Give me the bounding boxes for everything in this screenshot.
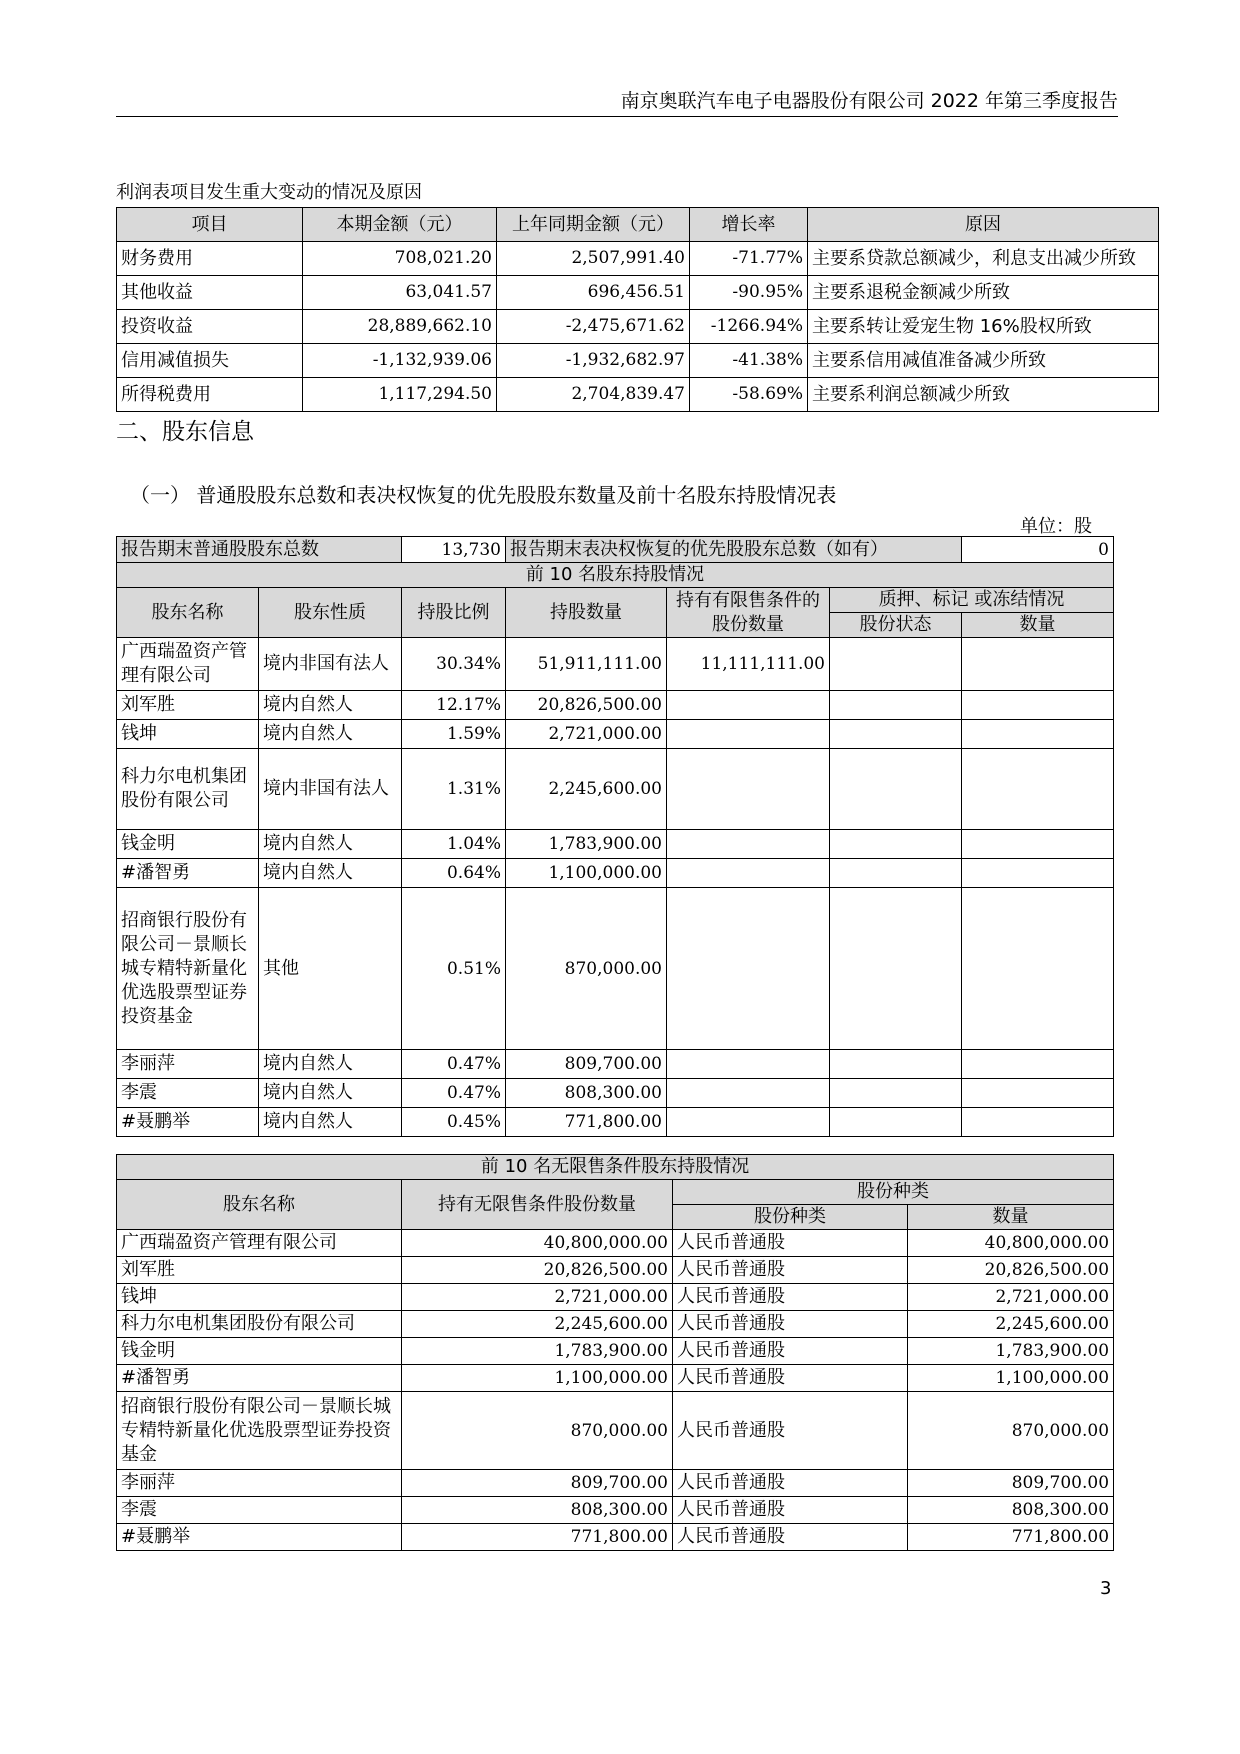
holder-ratio: 30.34% [402, 638, 506, 691]
holder-ratio: 0.45% [402, 1108, 506, 1137]
table-row [117, 1230, 1114, 1257]
holder-nature: 境内自然人 [259, 1108, 402, 1137]
share-amount: 771,800.00 [908, 1524, 1114, 1551]
holder-qty: 1,100,000.00 [402, 1365, 673, 1392]
holder-qty: 20,826,500.00 [506, 691, 667, 720]
holder-qty: 1,783,900.00 [402, 1338, 673, 1365]
current-cell: 63,041.57 [303, 276, 497, 310]
holder-name: 钱坤 [117, 720, 259, 749]
previous-cell: 696,456.51 [497, 276, 690, 310]
holder-name: 刘军胜 [117, 691, 259, 720]
holder-name: #聂鹏举 [117, 1108, 259, 1137]
holder-name: 广西瑞盈资产管理有限公司 [117, 638, 259, 691]
col-header-previous: 上年同期金额（元） [497, 208, 690, 242]
holder-amount [962, 720, 1114, 749]
holder-status [830, 859, 962, 888]
col-header-nature: 股东性质 [259, 588, 402, 638]
share-amount: 1,100,000.00 [908, 1365, 1114, 1392]
col-header-growth: 增长率 [690, 208, 808, 242]
holder-nature: 境内自然人 [259, 859, 402, 888]
holder-nature: 境内自然人 [259, 691, 402, 720]
holder-nature: 境内非国有法人 [259, 638, 402, 691]
holder-restricted [667, 1050, 830, 1079]
holder-restricted [667, 830, 830, 859]
holder-status [830, 1050, 962, 1079]
share-amount: 2,245,600.00 [908, 1311, 1114, 1338]
holder-qty: 870,000.00 [506, 888, 667, 1050]
col-header-name: 股东名称 [117, 1180, 402, 1230]
holder-qty: 2,721,000.00 [506, 720, 667, 749]
item-cell: 所得税费用 [117, 378, 303, 412]
col-header-type: 股份种类 [673, 1205, 908, 1230]
table-row [117, 888, 1114, 1050]
table-row [117, 1392, 1114, 1470]
share-type: 人民币普通股 [673, 1470, 908, 1497]
totals-row [117, 537, 1114, 563]
holder-qty: 809,700.00 [402, 1470, 673, 1497]
previous-cell: 2,507,991.40 [497, 242, 690, 276]
col-header-name: 股东名称 [117, 588, 259, 638]
holder-restricted [667, 691, 830, 720]
section-row [117, 1155, 1114, 1180]
growth-cell: -1266.94% [690, 310, 808, 344]
page-header: 南京奥联汽车电子电器股份有限公司 2022 年第三季度报告 [116, 88, 1118, 117]
holder-qty: 771,800.00 [506, 1108, 667, 1137]
holder-qty: 2,245,600.00 [506, 749, 667, 830]
holder-status [830, 1079, 962, 1108]
holder-name: 钱金明 [117, 830, 259, 859]
table-row [117, 1079, 1114, 1108]
preferred-holders-label: 报告期末表决权恢复的优先股股东总数（如有） [506, 537, 962, 563]
holder-amount [962, 888, 1114, 1050]
reason-cell: 主要系退税金额减少所致 [808, 276, 1159, 310]
holder-name: 招商银行股份有限公司－景顺长城专精特新量化优选股票型证券投资基金 [117, 888, 259, 1050]
holder-amount [962, 830, 1114, 859]
top10-shareholders-table [116, 536, 1114, 1137]
table-row [117, 830, 1114, 859]
holder-name: 李丽萍 [117, 1470, 402, 1497]
profit-changes-table [116, 207, 1159, 412]
holder-name: 广西瑞盈资产管理有限公司 [117, 1230, 402, 1257]
holder-name: 招商银行股份有限公司－景顺长城专精特新量化优选股票型证券投资基金 [117, 1392, 402, 1470]
table-row [117, 859, 1114, 888]
holder-ratio: 12.17% [402, 691, 506, 720]
share-amount: 20,826,500.00 [908, 1257, 1114, 1284]
holder-restricted [667, 720, 830, 749]
table-row [117, 691, 1114, 720]
holder-ratio: 0.51% [402, 888, 506, 1050]
current-cell: 1,117,294.50 [303, 378, 497, 412]
holder-name: 科力尔电机集团股份有限公司 [117, 1311, 402, 1338]
holder-qty: 40,800,000.00 [402, 1230, 673, 1257]
share-amount: 40,800,000.00 [908, 1230, 1114, 1257]
table-row [117, 1338, 1114, 1365]
total-holders-value: 13,730 [402, 537, 506, 563]
holder-ratio: 1.59% [402, 720, 506, 749]
table-header-row [117, 588, 1114, 613]
col-header-restricted: 持有有限售条件的股份数量 [667, 588, 830, 638]
table-row [117, 638, 1114, 691]
table-row [117, 1311, 1114, 1338]
holder-qty: 808,300.00 [506, 1079, 667, 1108]
holder-qty: 808,300.00 [402, 1497, 673, 1524]
share-type: 人民币普通股 [673, 1392, 908, 1470]
top10-title: 前 10 名股东持股情况 [117, 563, 1114, 588]
holder-name: 刘军胜 [117, 1257, 402, 1284]
current-cell: -1,132,939.06 [303, 344, 497, 378]
share-amount: 2,721,000.00 [908, 1284, 1114, 1311]
holder-restricted [667, 888, 830, 1050]
reason-cell: 主要系信用减值准备减少所致 [808, 344, 1159, 378]
holder-amount [962, 1079, 1114, 1108]
item-cell: 其他收益 [117, 276, 303, 310]
holder-qty: 771,800.00 [402, 1524, 673, 1551]
col-header-type-group: 股份种类 [673, 1180, 1114, 1205]
holder-nature: 境内非国有法人 [259, 749, 402, 830]
preferred-holders-value: 0 [962, 537, 1114, 563]
share-amount: 870,000.00 [908, 1392, 1114, 1470]
share-type: 人民币普通股 [673, 1284, 908, 1311]
holder-name: 李丽萍 [117, 1050, 259, 1079]
previous-cell: -1,932,682.97 [497, 344, 690, 378]
table-header-row [117, 208, 1159, 242]
share-type: 人民币普通股 [673, 1524, 908, 1551]
holder-nature: 境内自然人 [259, 1079, 402, 1108]
profit-table-caption: 利润表项目发生重大变动的情况及原因 [116, 182, 422, 203]
col-header-item: 项目 [117, 208, 303, 242]
table-row [117, 276, 1159, 310]
holder-nature: 境内自然人 [259, 830, 402, 859]
holder-status [830, 888, 962, 1050]
current-cell: 28,889,662.10 [303, 310, 497, 344]
holder-status [830, 720, 962, 749]
top10-unrestricted-table [116, 1154, 1114, 1551]
holder-amount [962, 749, 1114, 830]
total-holders-label: 报告期末普通股股东总数 [117, 537, 402, 563]
table-row [117, 1284, 1114, 1311]
table-row [117, 378, 1159, 412]
holder-name: 钱坤 [117, 1284, 402, 1311]
table-row [117, 1470, 1114, 1497]
table-row [117, 1365, 1114, 1392]
share-amount: 1,783,900.00 [908, 1338, 1114, 1365]
reason-cell: 主要系利润总额减少所致 [808, 378, 1159, 412]
table-row [117, 310, 1159, 344]
holder-restricted [667, 749, 830, 830]
share-type: 人民币普通股 [673, 1230, 908, 1257]
share-type: 人民币普通股 [673, 1497, 908, 1524]
growth-cell: -58.69% [690, 378, 808, 412]
table-row [117, 242, 1159, 276]
holder-qty: 870,000.00 [402, 1392, 673, 1470]
holder-qty: 2,245,600.00 [402, 1311, 673, 1338]
holder-ratio: 0.64% [402, 859, 506, 888]
holder-qty: 51,911,111.00 [506, 638, 667, 691]
col-header-pledge: 质押、标记 或冻结情况 [830, 588, 1114, 613]
holder-amount [962, 638, 1114, 691]
section-title: 二、股东信息 [116, 419, 254, 445]
holder-nature: 其他 [259, 888, 402, 1050]
holder-status [830, 691, 962, 720]
holder-ratio: 0.47% [402, 1050, 506, 1079]
table-row [117, 1524, 1114, 1551]
holder-nature: 境内自然人 [259, 720, 402, 749]
col-header-reason: 原因 [808, 208, 1159, 242]
page-number: 3 [1100, 1578, 1112, 1599]
col-header-qty: 持股数量 [506, 588, 667, 638]
section-row [117, 563, 1114, 588]
reason-cell: 主要系转让爱宠生物 16%股权所致 [808, 310, 1159, 344]
share-type: 人民币普通股 [673, 1365, 908, 1392]
holder-name: 钱金明 [117, 1338, 402, 1365]
growth-cell: -90.95% [690, 276, 808, 310]
item-cell: 财务费用 [117, 242, 303, 276]
item-cell: 投资收益 [117, 310, 303, 344]
holder-restricted: 11,111,111.00 [667, 638, 830, 691]
current-cell: 708,021.20 [303, 242, 497, 276]
holder-restricted [667, 1079, 830, 1108]
col-header-current: 本期金额（元） [303, 208, 497, 242]
holder-name: 李震 [117, 1497, 402, 1524]
table-row [117, 344, 1159, 378]
holder-qty: 809,700.00 [506, 1050, 667, 1079]
holder-ratio: 0.47% [402, 1079, 506, 1108]
holder-status [830, 749, 962, 830]
table-row [117, 749, 1114, 830]
holder-name: 科力尔电机集团股份有限公司 [117, 749, 259, 830]
growth-cell: -41.38% [690, 344, 808, 378]
holder-amount [962, 1108, 1114, 1137]
share-amount: 809,700.00 [908, 1470, 1114, 1497]
subsection-title: （一） 普通股股东总数和表决权恢复的优先股股东数量及前十名股东持股情况表 [130, 483, 837, 507]
holder-ratio: 1.04% [402, 830, 506, 859]
col-header-amount: 数量 [962, 613, 1114, 638]
holder-amount [962, 859, 1114, 888]
holder-amount [962, 691, 1114, 720]
holder-name: #潘智勇 [117, 859, 259, 888]
col-header-ratio: 持股比例 [402, 588, 506, 638]
share-amount: 808,300.00 [908, 1497, 1114, 1524]
growth-cell: -71.77% [690, 242, 808, 276]
holder-ratio: 1.31% [402, 749, 506, 830]
previous-cell: -2,475,671.62 [497, 310, 690, 344]
previous-cell: 2,704,839.47 [497, 378, 690, 412]
holder-qty: 1,100,000.00 [506, 859, 667, 888]
table-row [117, 1257, 1114, 1284]
holder-nature: 境内自然人 [259, 1050, 402, 1079]
holder-restricted [667, 1108, 830, 1137]
col-header-amount: 数量 [908, 1205, 1114, 1230]
holder-qty: 20,826,500.00 [402, 1257, 673, 1284]
col-header-status: 股份状态 [830, 613, 962, 638]
col-header-qty: 持有无限售条件股份数量 [402, 1180, 673, 1230]
table-row [117, 1050, 1114, 1079]
holder-status [830, 638, 962, 691]
holder-restricted [667, 859, 830, 888]
item-cell: 信用减值损失 [117, 344, 303, 378]
holder-name: 李震 [117, 1079, 259, 1108]
table-header-row [117, 1180, 1114, 1205]
table-row [117, 1497, 1114, 1524]
unrestricted-title: 前 10 名无限售条件股东持股情况 [117, 1155, 1114, 1180]
holder-status [830, 830, 962, 859]
unit-label: 单位：股 [1020, 516, 1092, 537]
share-type: 人民币普通股 [673, 1338, 908, 1365]
share-type: 人民币普通股 [673, 1311, 908, 1338]
holder-amount [962, 1050, 1114, 1079]
holder-qty: 2,721,000.00 [402, 1284, 673, 1311]
holder-name: #潘智勇 [117, 1365, 402, 1392]
table-row [117, 1108, 1114, 1137]
holder-qty: 1,783,900.00 [506, 830, 667, 859]
table-row [117, 720, 1114, 749]
reason-cell: 主要系贷款总额减少，利息支出减少所致 [808, 242, 1159, 276]
holder-name: #聂鹏举 [117, 1524, 402, 1551]
holder-status [830, 1108, 962, 1137]
share-type: 人民币普通股 [673, 1257, 908, 1284]
